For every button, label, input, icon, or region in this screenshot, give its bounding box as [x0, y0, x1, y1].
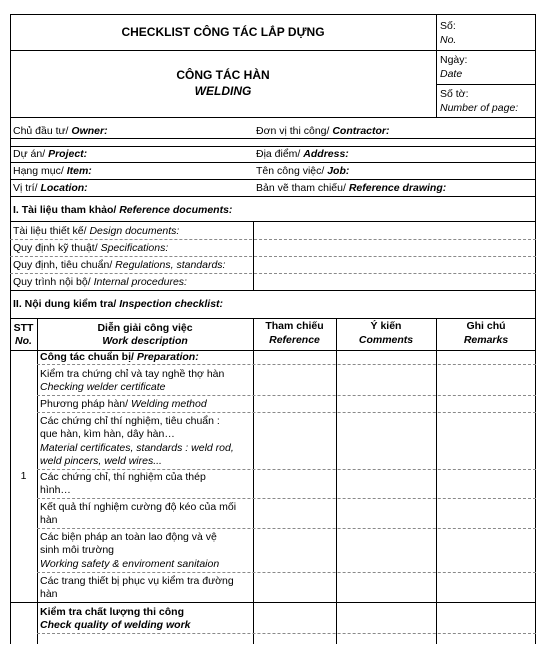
item-welder-certificate: Kiểm tra chứng chỉ và tay nghề thợ hàn [40, 368, 225, 380]
no-label: Số: [440, 20, 456, 32]
doc-procedures: Quy trình nội bộ/ Internal procedures: [13, 276, 187, 288]
col-stt: STT [13, 322, 34, 334]
checklist-title: CHECKLIST CÔNG TÁC LẮP DỰNG [121, 25, 325, 39]
col-remarks: Ghi chú [466, 320, 506, 332]
date-label-en: Date [440, 68, 463, 80]
item-inspection-equipment: Các trang thiết bị phục vụ kiểm tra đường [40, 575, 234, 587]
contractor-label: Đơn vị thi công/ Contractor: [256, 125, 390, 137]
item-safety-2: sinh môi trường [40, 544, 115, 556]
col-description-en: Work description [102, 335, 188, 347]
group-number: 1 [20, 470, 27, 482]
item-material-certificates: Các chứng chỉ thí nghiệm, tiêu chuẩn : [40, 415, 220, 427]
item-safety: Các biện pháp an toàn lao động và vệ [40, 531, 217, 543]
item-safety-en: Working safety & enviroment sanitaion [40, 558, 220, 570]
preparation-heading: Công tác chuẩn bị/ Preparation: [40, 351, 199, 363]
quality-heading-en: Check quality of welding work [40, 619, 191, 631]
item-welding-method: Phương pháp hàn/ Welding method [40, 398, 207, 410]
date-label: Ngày: [440, 54, 468, 66]
doc-specifications: Quy định kỹ thuật/ Specifications: [13, 242, 169, 254]
owner-label: Chủ đầu tư/ Owner: [13, 125, 108, 137]
subtitle-en: WELDING [194, 84, 252, 98]
item-label: Hạng mục/ Item: [13, 165, 92, 177]
subtitle-vn: CÔNG TÁC HÀN [176, 68, 270, 82]
section1-title: I. Tài liệu tham khảo/ Reference documents: [13, 204, 233, 216]
project-label: Dự án/ Project: [13, 148, 88, 160]
location-label: Vị trí/ Location: [13, 182, 88, 194]
item-material-certificates-en-2: weld pincers, weld wires... [40, 455, 162, 467]
address-label: Địa điểm/ Address: [256, 148, 349, 160]
item-tensile-test-2: hàn [40, 514, 58, 526]
quality-heading: Kiểm tra chất lượng thi công [40, 606, 184, 618]
col-remarks-en: Remarks [463, 334, 509, 346]
col-description: Diễn giải công việc [97, 322, 193, 334]
job-label: Tên công việc/ Job: [256, 165, 350, 177]
page-label-en: Number of page: [440, 102, 519, 114]
page-label: Số tờ: [440, 88, 469, 100]
no-label-en: No. [440, 34, 457, 46]
doc-regulations: Quy định, tiêu chuẩn/ Regulations, standards: [13, 259, 226, 271]
checklist-sheet [10, 14, 536, 654]
item-material-certificates-en: Material certificates, standards : weld rod, [40, 442, 234, 454]
col-stt-en: No. [15, 335, 32, 347]
item-welder-certificate-en: Checking welder certificate [40, 381, 166, 393]
item-steel-certificates: Các chứng chỉ, thí nghiệm của thép [40, 471, 206, 483]
col-comments: Ý kiến [370, 320, 402, 332]
col-comments-en: Comments [358, 334, 414, 346]
item-material-certificates-2: que hàn, kìm hàn, dây hàn… [40, 428, 175, 440]
item-steel-certificates-2: hình… [40, 484, 71, 496]
item-inspection-equipment-2: hàn [40, 588, 58, 600]
col-reference-en: Reference [269, 334, 320, 346]
col-reference: Tham chiếu [265, 320, 324, 332]
item-tensile-test: Kết quả thí nghiệm cường độ kéo của mối [40, 501, 237, 513]
doc-design: Tài liệu thiết kế/ Design documents: [13, 225, 180, 237]
drawing-label: Bản vẽ tham chiếu/ Reference drawing: [256, 182, 447, 194]
section2-title: II. Nội dung kiểm tra/ Inspection checklist: [13, 298, 224, 310]
